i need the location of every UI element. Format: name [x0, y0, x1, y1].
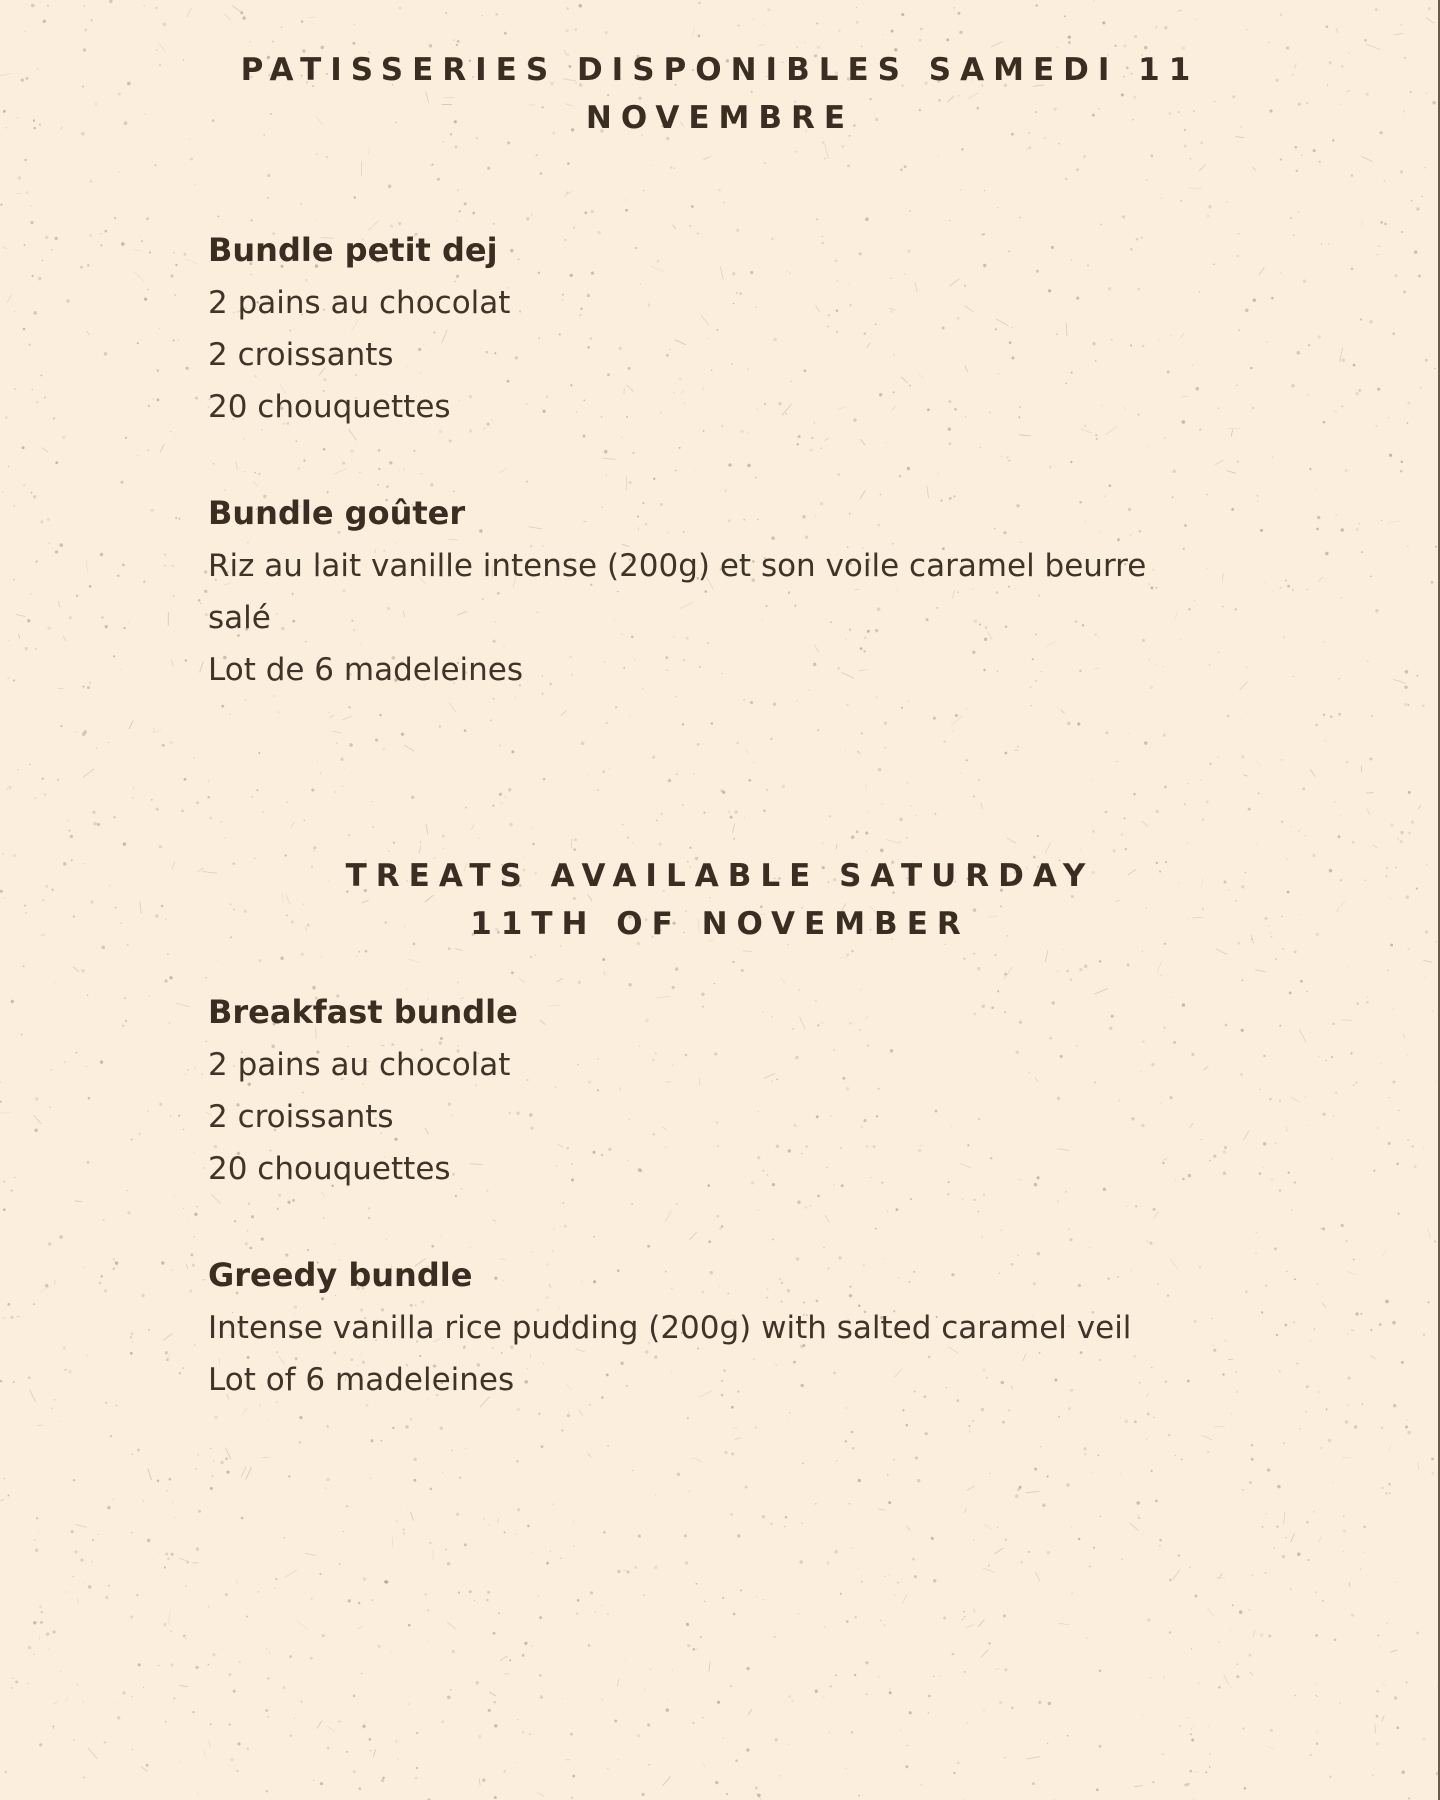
bundle-item: 2 croissants	[208, 337, 394, 373]
bundle-title: Bundle goûter	[208, 494, 466, 532]
english-heading-line1: TREATS AVAILABLE SATURDAY	[345, 858, 1095, 894]
bundle-breakfast	[208, 986, 1258, 1195]
bundle-title: Breakfast bundle	[208, 993, 518, 1031]
bundle-item: Lot de 6 madeleines	[208, 652, 523, 688]
french-heading-line1: PATISSERIES DISPONIBLES SAMEDI 11	[240, 52, 1200, 88]
bundle-item: Intense vanilla rice pudding (200g) with salted caramel veil	[208, 1310, 1132, 1346]
bundle-item: Riz au lait vanille intense (200g) et son voile caramel beurre	[208, 548, 1147, 584]
bundle-title: Bundle petit dej	[208, 231, 498, 269]
bundle-item: 2 croissants	[208, 1099, 394, 1135]
bundle-item: Lot of 6 madeleines	[208, 1362, 515, 1398]
bundle-item: 2 pains au chocolat	[208, 285, 511, 321]
bundle-petit-dej	[208, 224, 1258, 433]
bundle-item: 20 chouquettes	[208, 389, 451, 425]
english-heading	[0, 852, 1440, 948]
bundle-title: Greedy bundle	[208, 1256, 473, 1294]
bundle-item: 20 chouquettes	[208, 1151, 451, 1187]
english-heading-line2: 11TH OF NOVEMBER	[470, 906, 970, 942]
bundle-gouter	[208, 487, 1258, 696]
bundle-item: 2 pains au chocolat	[208, 1047, 511, 1083]
french-heading-line2: NOVEMBRE	[585, 100, 855, 136]
bundle-item: salé	[208, 600, 271, 636]
french-heading	[0, 46, 1440, 142]
bundle-greedy	[208, 1249, 1258, 1406]
